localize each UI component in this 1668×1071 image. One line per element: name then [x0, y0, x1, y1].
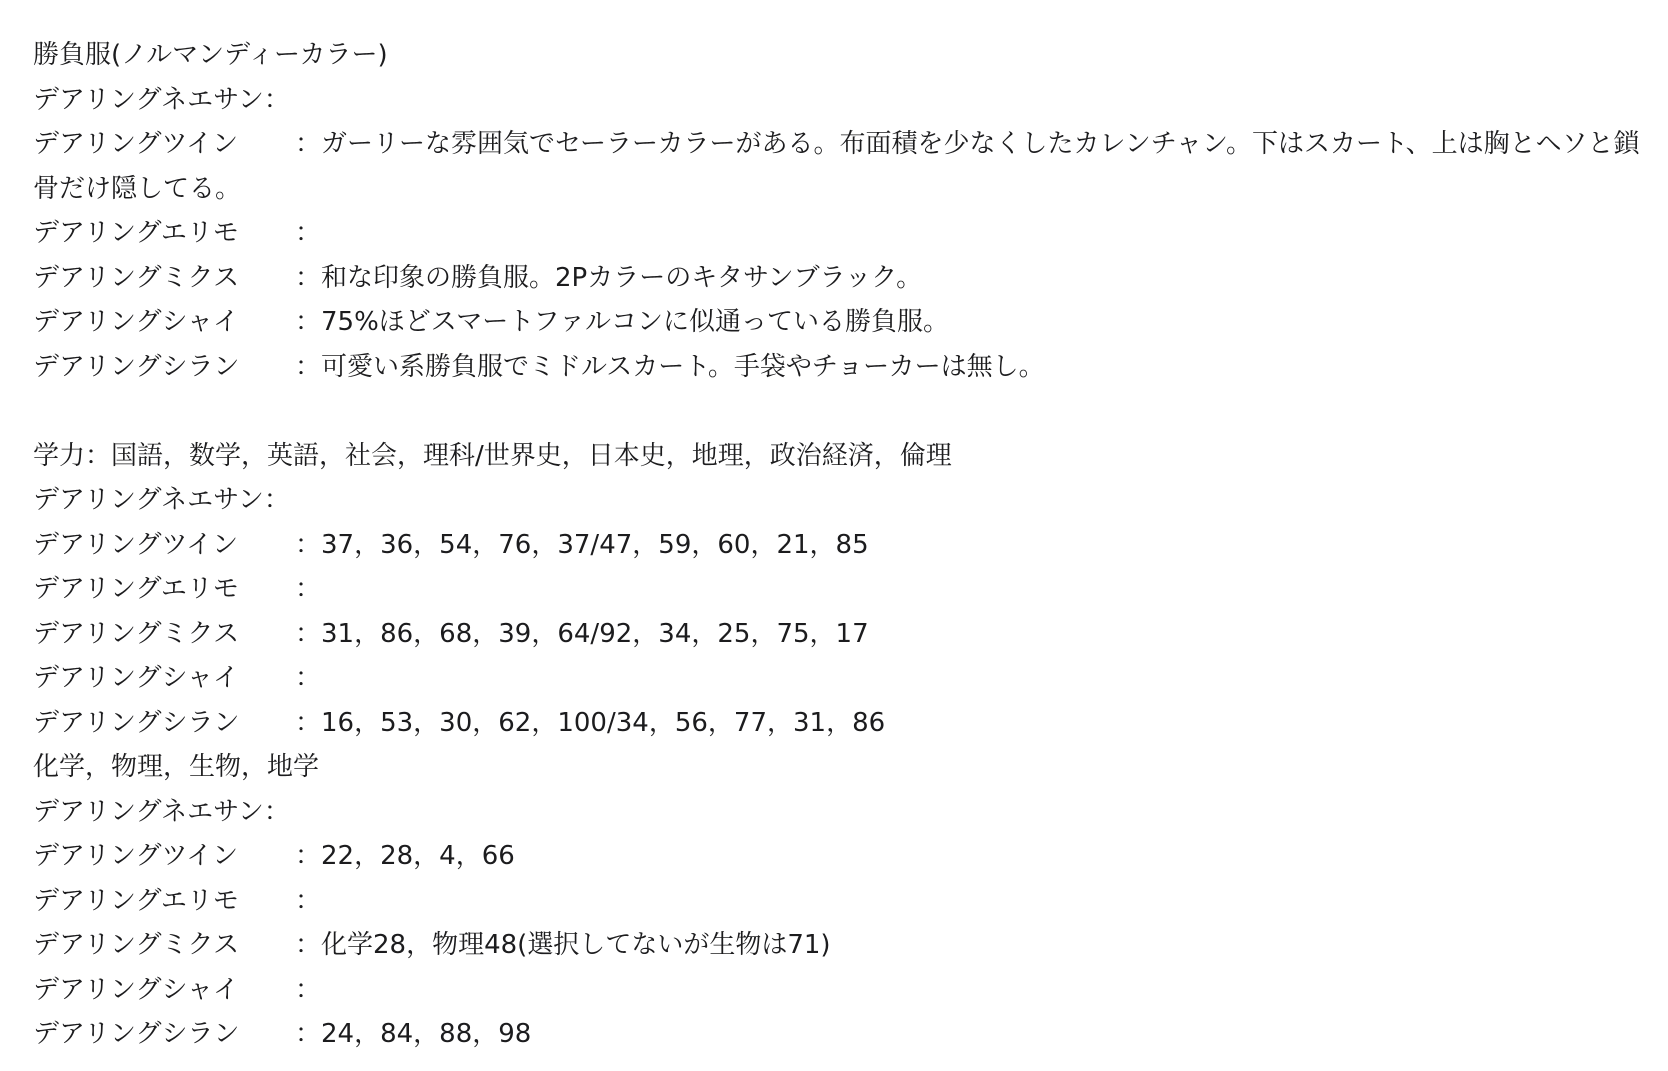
character-name: デアリングシャイ: [33, 974, 239, 1005]
separator: ：: [295, 262, 322, 293]
uniform-row: [33, 345, 1643, 390]
academic-row: [33, 701, 1643, 746]
character-name: デアリングミクス: [33, 262, 240, 293]
score-list: 化学28，物理48(選択してないが生物は71): [321, 930, 831, 960]
science-heading: 化学，物理，生物，地学: [33, 752, 320, 782]
blank-line: [33, 389, 1643, 434]
uniform-description: ガーリーな雰囲気でセーラーカラーがある。布面積を少なくしたカレンチャン。下はスカート、上は胸とヘソと鎖骨だけ隠してる。: [33, 129, 1640, 204]
character-name: デアリングシャイ: [33, 663, 239, 693]
academic-heading: 学力：国語，数学，英語，社会，理科/世界史，日本史，地理，政治経済，倫理: [33, 440, 952, 471]
character-name: デアリングエリモ: [33, 574, 239, 604]
uniform-row: [33, 211, 1643, 256]
separator: ：: [295, 307, 322, 337]
character-name: デアリングシラン: [33, 707, 240, 738]
score-list: 37，36，54，76，37/47，59，60，21，85: [321, 529, 869, 560]
character-name: デアリングシラン: [33, 351, 240, 382]
science-row: [33, 790, 1643, 835]
notes-document: [33, 33, 1643, 1057]
character-name: デアリングツイン: [33, 129, 239, 159]
score-list: 24，84，88，98: [321, 1019, 532, 1049]
separator: ：: [295, 1019, 322, 1049]
character-name: デアリングネエサン: [33, 485, 264, 515]
academic-row: [33, 656, 1643, 701]
separator: ：: [295, 663, 322, 693]
science-row: [33, 1012, 1643, 1057]
separator: ：: [295, 885, 322, 916]
uniform-row: [33, 300, 1643, 345]
uniform-row: [33, 78, 1643, 123]
separator: ：: [263, 84, 290, 115]
uniform-row: [33, 122, 1643, 211]
character-name: デアリングネエサン: [33, 796, 264, 827]
character-name: デアリングミクス: [33, 930, 240, 960]
uniform-row: [33, 256, 1643, 301]
score-list: 31，86，68，39，64/92，34，25，75，17: [321, 618, 869, 649]
separator: ：: [263, 485, 290, 515]
uniform-description: 75%ほどスマートファルコンに似通っている勝負服。: [321, 307, 949, 337]
separator: ：: [295, 529, 322, 560]
science-row: [33, 968, 1643, 1013]
character-name: デアリングエリモ: [33, 218, 239, 248]
separator: ：: [295, 218, 322, 248]
character-name: デアリングミクス: [33, 618, 240, 649]
academic-row: [33, 478, 1643, 523]
science-row: [33, 923, 1643, 968]
academic-row: [33, 567, 1643, 612]
separator: ：: [263, 796, 290, 827]
separator: ：: [295, 974, 322, 1005]
character-name: デアリングシャイ: [33, 307, 239, 337]
separator: ：: [295, 841, 322, 871]
character-name: デアリングツイン: [33, 529, 239, 560]
character-name: デアリングツイン: [33, 841, 239, 871]
science-row: [33, 879, 1643, 924]
uniform-description: 可愛い系勝負服でミドルスカート。手袋やチョーカーは無し。: [321, 351, 1045, 382]
science-row: [33, 834, 1643, 879]
separator: ：: [295, 618, 322, 649]
uniform-heading: 勝負服(ノルマンディーカラー): [33, 40, 388, 70]
character-name: デアリングエリモ: [33, 885, 239, 916]
separator: ：: [295, 351, 322, 382]
character-name: デアリングシラン: [33, 1019, 240, 1049]
separator: ：: [295, 574, 322, 604]
score-list: 22，28，4，66: [321, 841, 515, 871]
uniform-description: 和な印象の勝負服。2Pカラーのキタサンブラック。: [321, 262, 923, 293]
academic-row: [33, 523, 1643, 568]
score-list: 16，53，30，62，100/34，56，77，31，86: [321, 707, 886, 738]
academic-row: [33, 612, 1643, 657]
separator: ：: [295, 707, 322, 738]
character-name: デアリングネエサン: [33, 84, 264, 115]
separator: ：: [295, 129, 322, 159]
separator: ：: [295, 930, 322, 960]
